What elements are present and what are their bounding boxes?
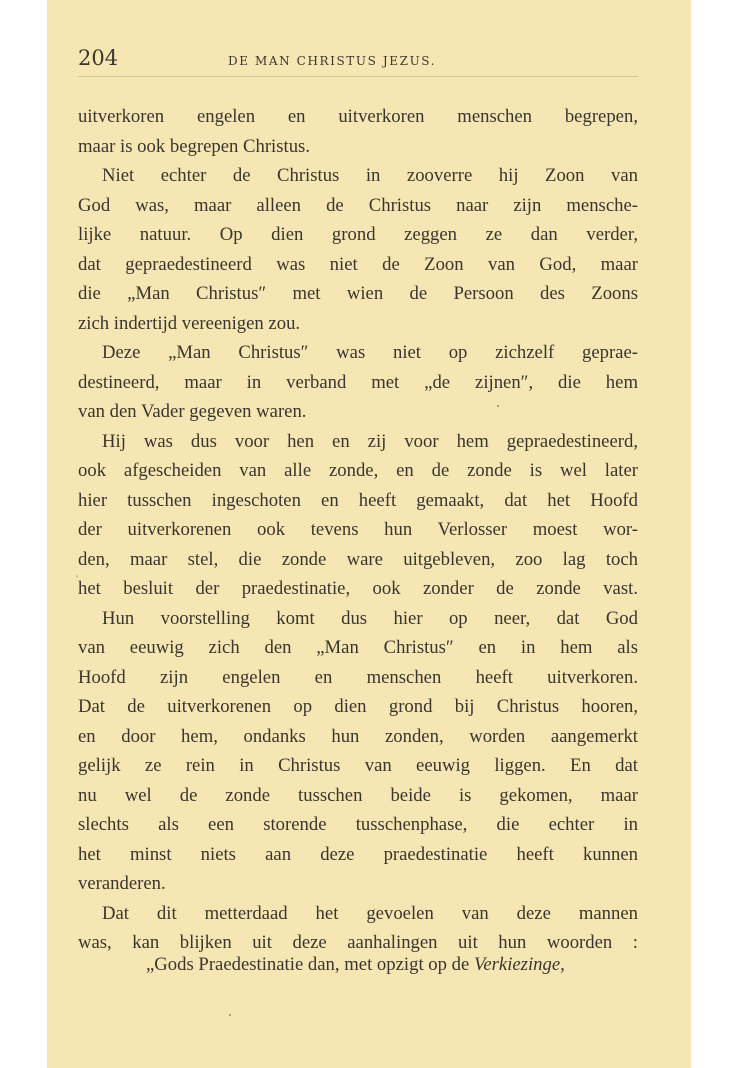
text-line: gelijk ze rein in Christus van eeuwig liggen. En dat — [78, 755, 638, 776]
text-line: Hij was dus voor hen en zij voor hem gepraedestineerd, — [102, 430, 638, 452]
text-line: ook afgescheiden van alle zonde, en de zonde is wel later — [78, 460, 638, 481]
text-line: lijke natuur. Op dien grond zeggen ze dan verder, — [78, 224, 638, 245]
text-line: Niet echter de Christus in zooverre hij Zoon van — [102, 165, 638, 186]
quotation-text: „Gods Praedestinatie dan, met opzigt op de — [146, 954, 474, 975]
text-line: slechts als een storende tusschenphase, die echter in — [78, 814, 638, 835]
text-line: dat gepraedestineerd was niet de Zoon van God, maar — [78, 253, 638, 275]
quotation-line — [146, 950, 646, 980]
text-line: van den Vader gegeven waren. — [78, 401, 307, 422]
text-line: Dat de uitverkorenen op dien grond bij Christus hooren, — [78, 696, 638, 717]
text-line: het besluit der praedestinatie, ook zonder de zonde vast. — [78, 578, 638, 599]
text-line: en door hem, ondanks hun zonden, worden aangemerkt — [78, 725, 638, 747]
text-line: uitverkoren engelen en uitverkoren menschen begrepen, — [78, 106, 638, 127]
text-line: van eeuwig zich den „Man Christus″ en in hem als — [78, 637, 638, 658]
text-line: destineerd, maar in verband met „de zijnen″, die hem — [78, 371, 638, 393]
quotation-italic: Verkiezinge, — [473, 954, 565, 975]
page-number: 204 — [78, 46, 119, 70]
text-line: was, kan blijken uit deze aanhalingen uit hun woorden : — [78, 932, 638, 953]
text-line: God was, maar alleen de Christus naar zijn mensche- — [78, 194, 638, 216]
text-line: hier tusschen ingeschoten en heeft gemaakt, dat het Hoofd — [78, 489, 638, 511]
text-line: Hun voorstelling komt dus hier op neer, dat God — [102, 607, 638, 629]
header-rule — [78, 76, 638, 77]
text-line: Hoofd zijn engelen en menschen heeft uitverkoren. — [78, 666, 638, 688]
running-title: DE MAN CHRISTUS JEZUS. — [228, 54, 437, 68]
ink-speck — [229, 1014, 231, 1016]
ink-speck — [76, 575, 78, 578]
text-line: Dat dit metterdaad het gevoelen van deze mannen — [102, 902, 638, 924]
text-line: nu wel de zonde tusschen beide is gekomen, maar — [78, 784, 638, 806]
text-line: die „Man Christus″ met wien de Persoon des Zoons — [78, 283, 638, 304]
text-line: maar is ook begrepen Christus. — [78, 135, 310, 157]
text-line: Deze „Man Christus″ was niet op zichzelf geprae- — [102, 342, 638, 363]
page-header — [78, 46, 638, 76]
ink-speck — [497, 405, 499, 407]
text-line: den, maar stel, die zonde ware uitgebleven, zoo lag toch — [78, 548, 638, 570]
text-line: het minst niets aan deze praedestinatie heeft kunnen — [78, 843, 638, 865]
text-line: zich indertijd vereenigen zou. — [78, 312, 301, 334]
text-line: veranderen. — [78, 873, 166, 894]
body-text — [78, 102, 638, 958]
text-line: der uitverkorenen ook tevens hun Verlosser moest wor- — [78, 519, 638, 540]
